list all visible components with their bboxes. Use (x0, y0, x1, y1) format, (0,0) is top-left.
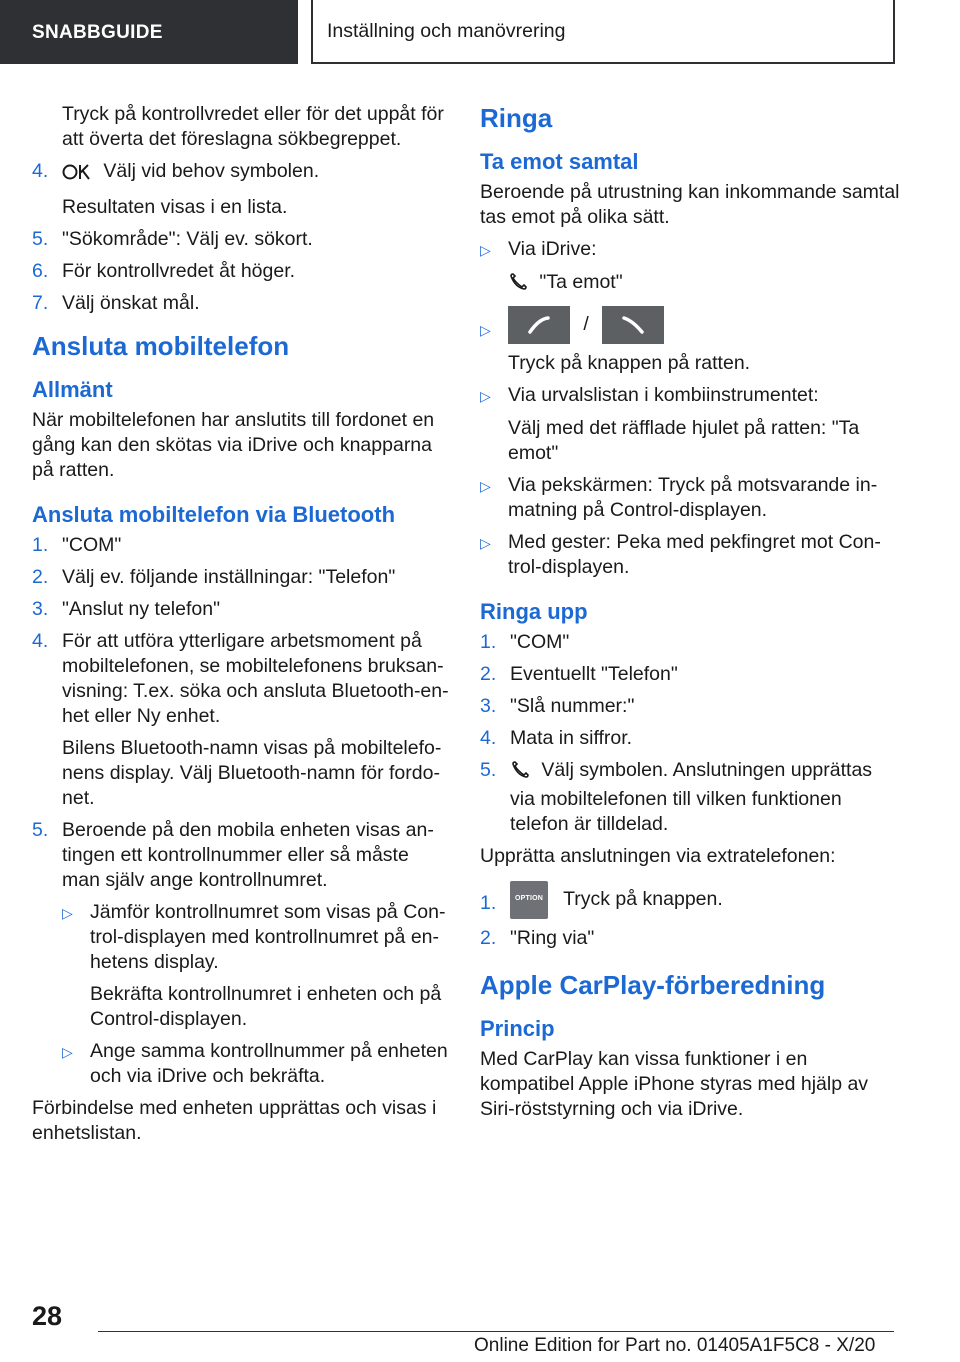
bullet-triangle-icon: ▷ (62, 1044, 73, 1060)
buttons-separator: / (583, 313, 589, 336)
step-note: Bilens Bluetooth-namn visas på mobiltelefonens display. Välj Bluetooth-namn för fordonet. (62, 737, 442, 809)
bullet-item (62, 900, 450, 975)
bullet-item (480, 530, 900, 580)
step-text: Eventuellt "Telefon" (510, 663, 678, 685)
step-number: 4. (32, 160, 49, 182)
step-number: 1. (480, 892, 497, 914)
heading-dial: Ringa upp (480, 599, 588, 624)
list-item (480, 726, 900, 751)
heading-bluetooth: Ansluta mobiltelefon via Bluetooth (32, 502, 396, 527)
bullet-item (480, 473, 900, 523)
step-number: 5. (32, 228, 49, 250)
bullet-triangle-icon: ▷ (480, 535, 491, 551)
list-item (480, 881, 900, 919)
step-number: 4. (480, 727, 497, 749)
bullet-triangle-icon: ▷ (480, 478, 491, 494)
bullet-item (480, 237, 900, 263)
principle-text: Med CarPlay kan vissa funktioner i en kompatibel Apple iPhone styras med hjälp av Siri-röststyrning och via iDrive. (480, 1048, 869, 1120)
bullet-item (62, 1039, 450, 1089)
step-text: Välj ev. följande inställningar: "Telefon" (62, 566, 396, 588)
step-text: Tryck på knappen. (563, 888, 723, 911)
list-item (480, 630, 900, 655)
list-item (480, 694, 900, 719)
steering-wheel-end-button (602, 306, 664, 344)
step-text: "Sökområde": Välj ev. sökort. (62, 228, 313, 250)
step-number: 5. (32, 819, 49, 841)
bullet-item (480, 383, 900, 409)
step-text: För kontrollvredet åt höger. (62, 260, 296, 282)
phone-icon (508, 272, 528, 299)
step-number: 6. (32, 260, 49, 282)
list-item (32, 818, 450, 893)
step-text: Beroende på den mobila enheten visas antingen ett kontrollnummer eller så måste man själv ange kontrollnumret. (62, 819, 434, 891)
heading-call: Ringa (480, 103, 553, 133)
step-number: 5. (480, 759, 497, 781)
step-number: 7. (32, 292, 49, 314)
step-text: För att utföra ytterligare arbetsmoment på mobiltelefonen, se mobiltelefonens bruksanvisning: T.ex. söka och ansluta Bluetooth-enhet eller Ny enhet. (62, 630, 449, 727)
intro-text: Tryck på kontrollvredet eller för det uppåt för att överta det föreslagna sökbegreppet. (62, 103, 444, 150)
step-text: Välj önskat mål. (62, 292, 200, 314)
bullet-text: Ange samma kontrollnummer på enheten och via iDrive och bekräfta. (90, 1040, 448, 1087)
heading-general: Allmänt (32, 377, 113, 402)
bullet-note (480, 270, 900, 299)
accept-call-label: "Ta emot" (539, 271, 623, 293)
phone-handset-icon (527, 315, 551, 335)
list-item (32, 565, 450, 590)
step-number: 4. (32, 630, 49, 652)
page-header-title: Inställning och manövrering (327, 19, 566, 42)
list-item (32, 597, 450, 622)
bullet-text: Jämför kontrollnumret som visas på Control-displayen med kontrollnumret på enhetens display. (90, 901, 446, 973)
page-header (311, 0, 895, 64)
list-item (480, 662, 900, 687)
footer-divider (98, 1331, 894, 1332)
bullet-note: Tryck på knappen på ratten. (508, 352, 751, 374)
bullet-triangle-icon: ▷ (62, 905, 73, 921)
ok-icon (62, 163, 92, 188)
section-label: SNABBGUIDE (32, 21, 163, 43)
step-note: Resultaten visas i en lista. (62, 196, 288, 218)
steering-wheel-call-button (508, 306, 570, 344)
step-text: "Slå nummer:" (510, 695, 635, 717)
list-item (32, 159, 450, 188)
bullet-triangle-icon: ▷ (480, 242, 491, 258)
list-item (32, 629, 450, 729)
step-number: 3. (32, 598, 49, 620)
bullet-triangle-icon: ▷ (480, 322, 491, 338)
step-number: 1. (480, 631, 497, 653)
step-text: "COM" (62, 534, 122, 556)
connection-text: Förbindelse med enheten upprättas och visas i enhetslistan. (32, 1097, 437, 1144)
phone-icon (510, 760, 530, 787)
list-item (32, 291, 450, 316)
option-button-icon (510, 881, 548, 919)
heading-connect-phone: Ansluta mobiltelefon (32, 331, 290, 361)
phone-handset-down-icon (621, 315, 645, 335)
bullet-item (480, 306, 900, 344)
step-number: 2. (480, 927, 497, 949)
bullet-text: Via iDrive: (508, 238, 597, 260)
general-text: När mobiltelefonen har anslutits till fordonet en gång kan den skötas via iDrive och knapparna på ratten. (32, 409, 435, 481)
list-item (480, 758, 900, 837)
section-tab (0, 0, 298, 64)
step-number: 2. (32, 566, 49, 588)
extra-phone-text: Upprätta anslutningen via extratelefonen: (480, 845, 836, 867)
bullet-text: Via urvalslistan i kombiinstrumentet: (508, 384, 819, 406)
list-item (480, 926, 900, 951)
step-text: Mata in siffror. (510, 727, 633, 749)
step-text: Välj symbolen. Anslutningen upprättas via mobiltelefonen till vilken funktionen telefon är tilldelad. (510, 759, 873, 835)
bullet-note: Bekräfta kontrollnumret i enheten och på Control-displayen. (90, 983, 442, 1030)
step-text: "Ring via" (510, 927, 595, 949)
heading-principle: Princip (480, 1016, 555, 1041)
step-text: "Anslut ny telefon" (62, 598, 221, 620)
right-column (480, 102, 900, 1129)
step-text: "COM" (510, 631, 570, 653)
bullet-text: Med gester: Peka med pekfingret mot Control-displayen. (508, 531, 881, 578)
list-item (32, 533, 450, 558)
step-number: 2. (480, 663, 497, 685)
heading-carplay: Apple CarPlay-förberedning (480, 970, 826, 1000)
list-item (32, 227, 450, 252)
bullet-text: Via pekskärmen: Tryck på motsvarande inmatning på Control-displayen. (508, 474, 878, 521)
page-number: 28 (32, 1301, 63, 1331)
left-column (32, 102, 450, 1153)
receive-text: Beroende på utrustning kan inkommande samtal tas emot på olika sätt. (480, 181, 900, 228)
edition-text: Online Edition for Part no. 01405A1F5C8 - X/20 (474, 1335, 876, 1356)
option-button-label: OPTION (514, 895, 544, 902)
list-item (32, 259, 450, 284)
bullet-triangle-icon: ▷ (480, 388, 491, 404)
bullet-note: Välj med det räfflade hjulet på ratten: "Ta emot" (508, 417, 860, 464)
step-text: Välj vid behov symbolen. (103, 160, 320, 182)
step-number: 3. (480, 695, 497, 717)
heading-receive-call: Ta emot samtal (480, 149, 639, 174)
step-number: 1. (32, 534, 49, 556)
